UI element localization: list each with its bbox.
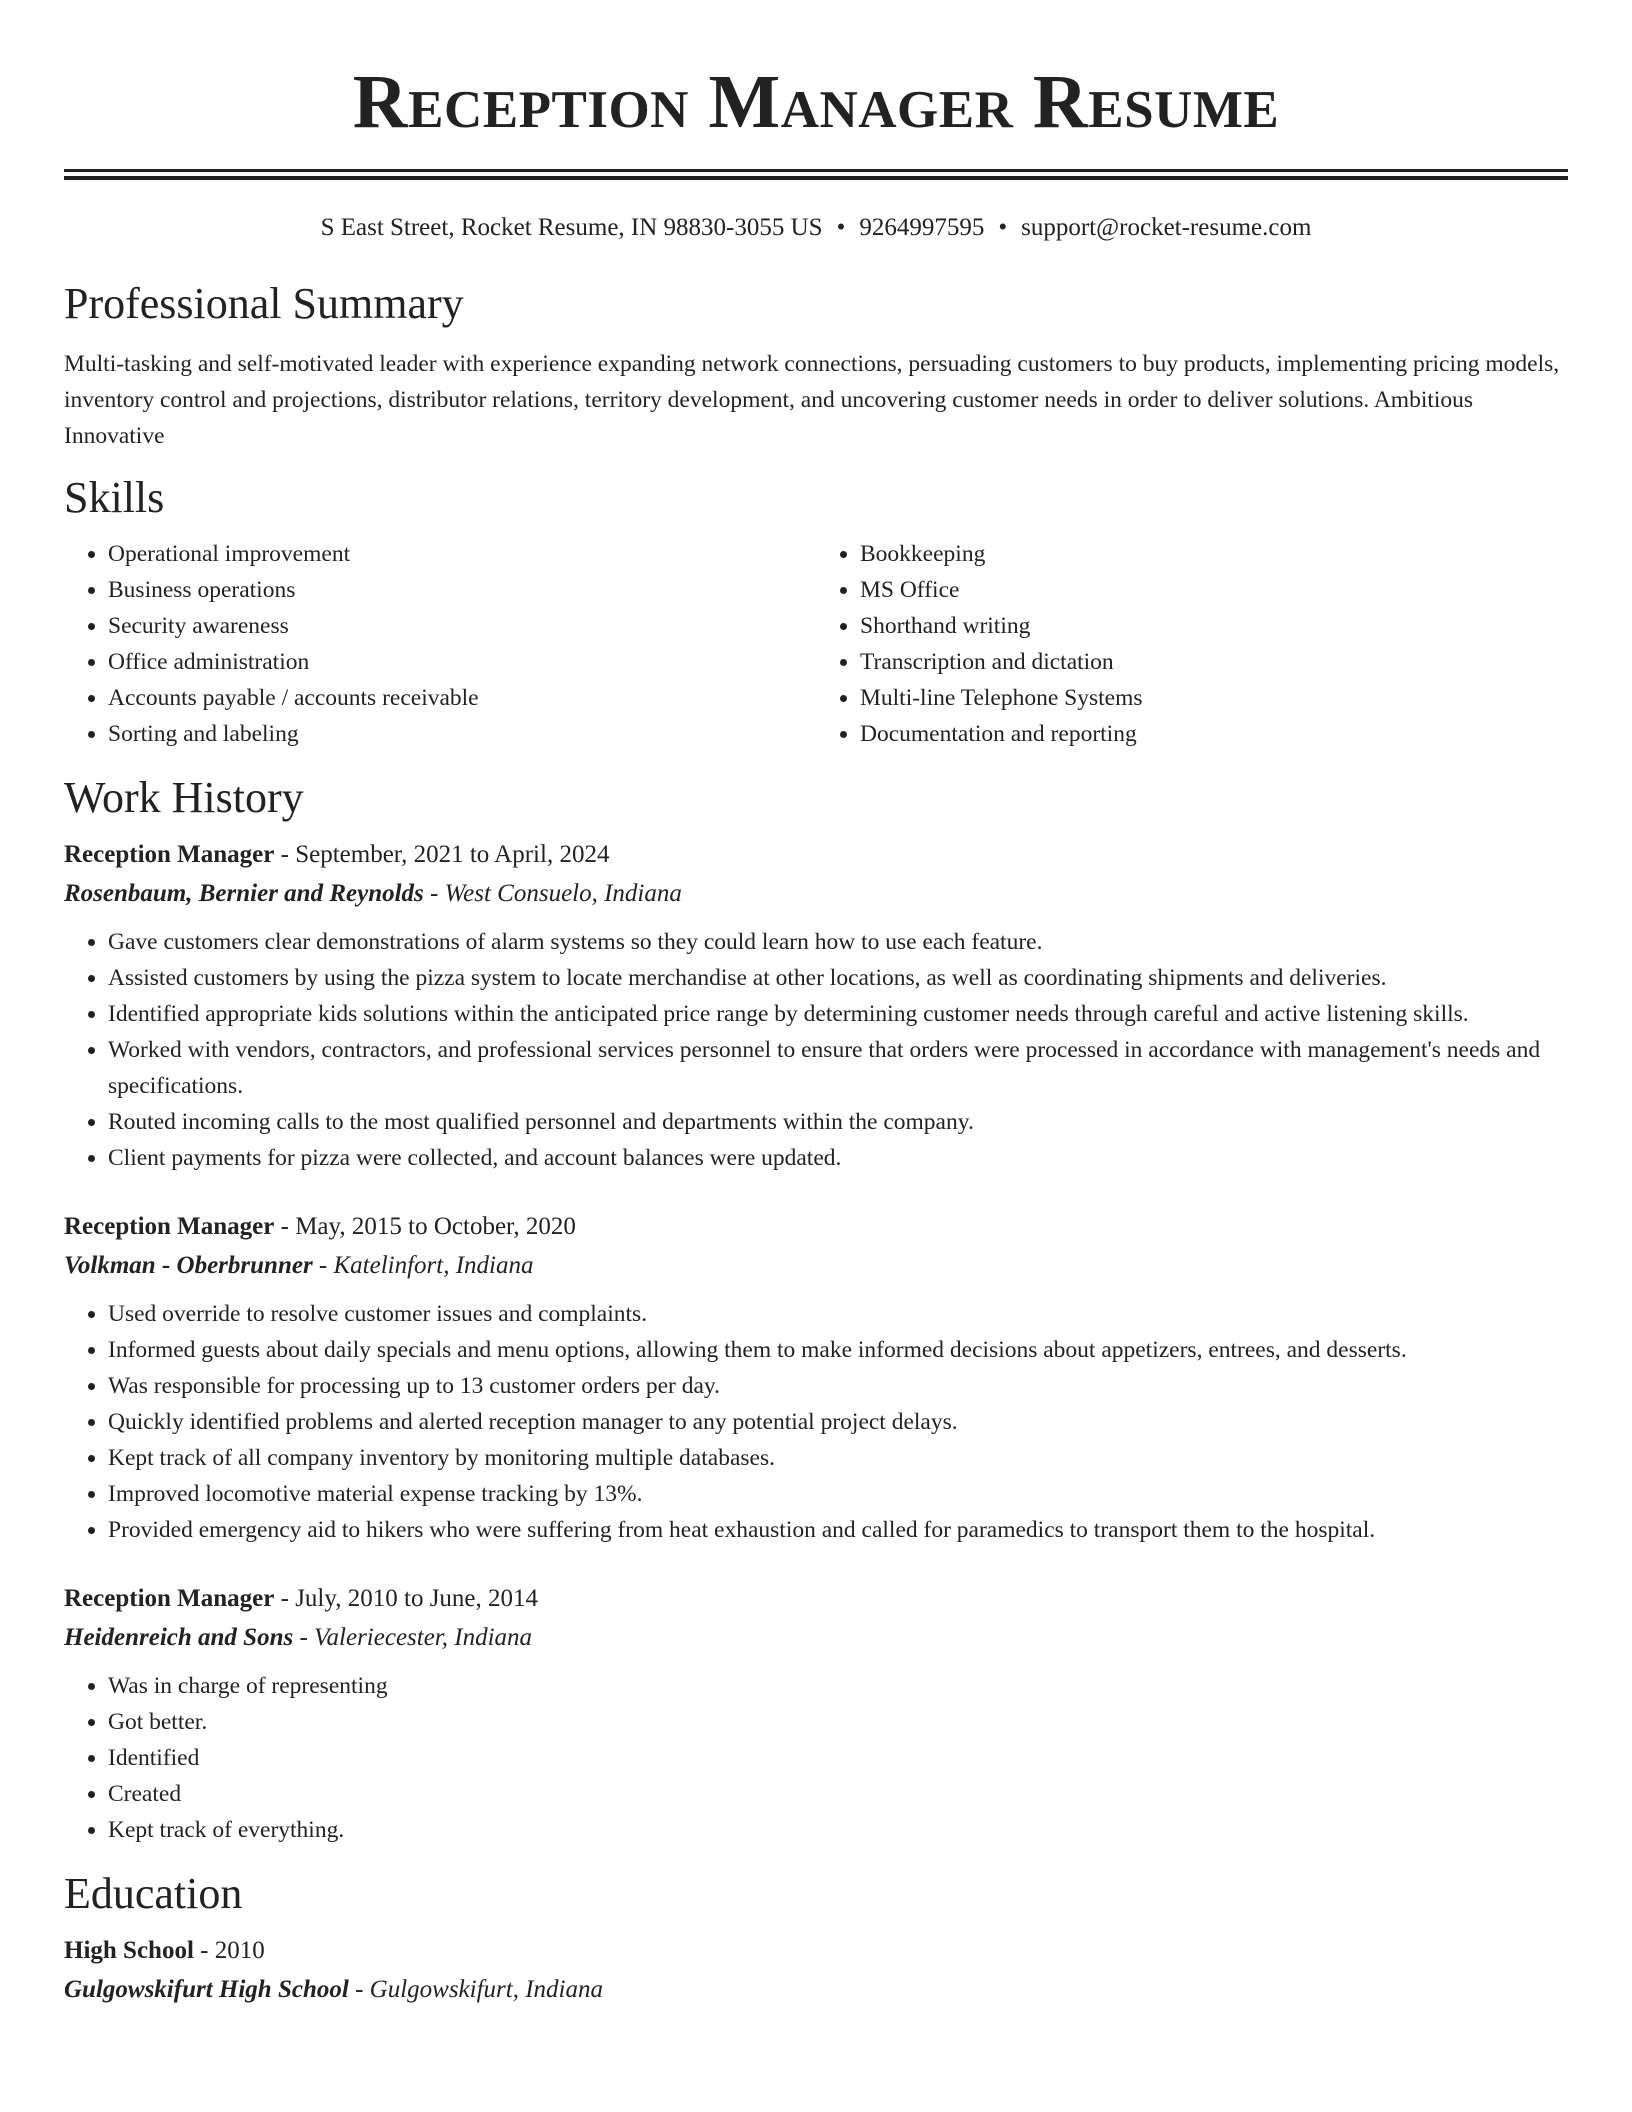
job-dates: May, 2015 to October, 2020 xyxy=(295,1213,576,1240)
contact-address: S East Street, Rocket Resume, IN 98830-3055 US xyxy=(320,214,823,241)
skills-list xyxy=(64,536,1568,752)
contact-phone: 9264997595 xyxy=(859,214,985,241)
company-location: Valeriecester, Indiana xyxy=(314,1624,533,1651)
education-heading: Education xyxy=(64,1869,243,1918)
skill-item: • Bookkeeping xyxy=(860,536,1568,572)
duty-item: • Created xyxy=(108,1776,1568,1812)
duty-item: • Quickly identified problems and alerted reception manager to any potential project delays. xyxy=(108,1404,1568,1440)
duty-item: • Kept track of all company inventory by monitoring multiple databases. xyxy=(108,1440,1568,1476)
skill-item: • Transcription and dictation xyxy=(860,644,1568,680)
duty-item: • Routed incoming calls to the most qualified personnel and departments within the company. xyxy=(108,1104,1568,1140)
duty-item: • Identified appropriate kids solutions within the anticipated price range by determining customer needs through careful and active listening skills. xyxy=(108,996,1568,1032)
education-entry xyxy=(64,1932,1568,2010)
job-dates: September, 2021 to April, 2024 xyxy=(295,841,610,868)
company-line xyxy=(64,1618,1568,1658)
degree-line xyxy=(64,1932,1568,1970)
school-location: Gulgowskifurt, Indiana xyxy=(369,1976,603,2003)
summary-text: Multi-tasking and self-motivated leader with experience expanding network connections, persuading customers to buy products, implementing pricing models, inventory control and projections, distributor relations, territory development, and uncovering customer needs in order to deliver solutions. Ambitious Innovative xyxy=(64,351,1560,449)
field-separator: - xyxy=(312,1252,334,1279)
skill-item: • Shorthand writing xyxy=(860,608,1568,644)
skill-item: • Sorting and labeling xyxy=(108,716,816,752)
job-entry xyxy=(64,1208,1568,1548)
skill-item: • Multi-line Telephone Systems xyxy=(860,680,1568,716)
field-separator: - xyxy=(193,1937,215,1964)
company-location: Katelinfort, Indiana xyxy=(333,1252,534,1279)
company-line xyxy=(64,874,1568,914)
graduation-year: 2010 xyxy=(214,1937,265,1964)
duty-item: • Used override to resolve customer issues and complaints. xyxy=(108,1296,1568,1332)
job-entry xyxy=(64,1580,1568,1848)
job-duties xyxy=(64,1668,1568,1848)
job-title-line xyxy=(64,1580,1568,1618)
skill-item: • Documentation and reporting xyxy=(860,716,1568,752)
duty-item: • Got better. xyxy=(108,1704,1568,1740)
degree-name: High School xyxy=(64,1937,194,1964)
duty-item: • Gave customers clear demonstrations of alarm systems so they could learn how to use each feature. xyxy=(108,924,1568,960)
duty-item: • Informed guests about daily specials and menu options, allowing them to make informed decisions about appetizers, entrees, and desserts. xyxy=(108,1332,1568,1368)
duty-item: • Improved locomotive material expense tracking by 13%. xyxy=(108,1476,1568,1512)
company-name: Volkman - Oberbrunner xyxy=(64,1252,313,1279)
duty-item: • Was in charge of representing xyxy=(108,1668,1568,1704)
company-location: West Consuelo, Indiana xyxy=(444,880,682,907)
company-name: Rosenbaum, Bernier and Reynolds xyxy=(64,880,424,907)
job-title-line xyxy=(64,836,1568,874)
skill-item: • Business operations xyxy=(108,572,816,608)
field-separator: - xyxy=(293,1624,315,1651)
job-duties xyxy=(64,924,1568,1176)
skills-heading: Skills xyxy=(64,473,165,522)
school-line xyxy=(64,1970,1568,2010)
field-separator: - xyxy=(348,1976,370,2003)
skill-item: • Office administration xyxy=(108,644,816,680)
job-entry xyxy=(64,836,1568,1176)
summary-heading: Professional Summary xyxy=(64,279,464,328)
field-separator: - xyxy=(274,1213,296,1240)
field-separator: - xyxy=(274,841,296,868)
field-separator: - xyxy=(274,1585,296,1612)
contact-separator: • xyxy=(998,214,1008,241)
job-duties xyxy=(64,1296,1568,1548)
duty-item: • Kept track of everything. xyxy=(108,1812,1568,1848)
skill-item: • Operational improvement xyxy=(108,536,816,572)
job-title-line xyxy=(64,1208,1568,1246)
duty-item: • Provided emergency aid to hikers who were suffering from heat exhaustion and called for paramedics to transport them to the hospital. xyxy=(108,1512,1568,1548)
field-separator: - xyxy=(423,880,445,907)
company-name: Heidenreich and Sons xyxy=(64,1624,294,1651)
job-title: Reception Manager xyxy=(64,1585,275,1612)
duty-item: • Was responsible for processing up to 13 customer orders per day. xyxy=(108,1368,1568,1404)
job-title: Reception Manager xyxy=(64,841,275,868)
skill-item: • Accounts payable / accounts receivable xyxy=(108,680,816,716)
duty-item: • Worked with vendors, contractors, and professional services personnel to ensure that orders were processed in accordance with management's needs and specifications. xyxy=(108,1032,1568,1104)
skill-item: • Security awareness xyxy=(108,608,816,644)
skills-column-right xyxy=(816,536,1568,752)
page-title: Reception Manager Resume xyxy=(352,60,1280,144)
contact-email: support@rocket-resume.com xyxy=(1021,214,1312,241)
job-dates: July, 2010 to June, 2014 xyxy=(295,1585,539,1612)
contact-separator: • xyxy=(836,214,846,241)
skills-column-left xyxy=(64,536,816,752)
school-name: Gulgowskifurt High School xyxy=(64,1976,349,2003)
duty-item: • Client payments for pizza were collected, and account balances were updated. xyxy=(108,1140,1568,1176)
job-title: Reception Manager xyxy=(64,1213,275,1240)
company-line xyxy=(64,1246,1568,1286)
duty-item: • Identified xyxy=(108,1740,1568,1776)
contact-line xyxy=(64,212,1568,244)
title-divider xyxy=(64,169,1568,180)
skill-item: • MS Office xyxy=(860,572,1568,608)
work-history-heading: Work History xyxy=(64,773,304,822)
duty-item: • Assisted customers by using the pizza system to locate merchandise at other locations, as well as coordinating shipments and deliveries. xyxy=(108,960,1568,996)
